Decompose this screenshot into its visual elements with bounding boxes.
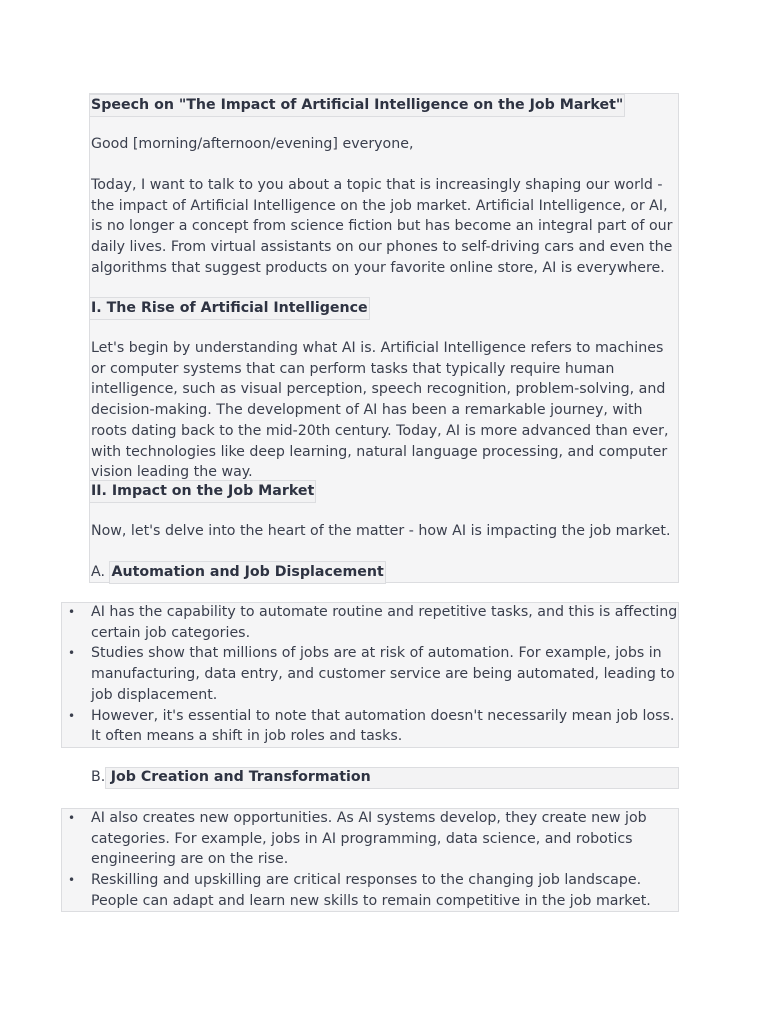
section-2-heading-line	[91, 480, 679, 503]
bullet-icon: •	[68, 811, 76, 825]
subheading-b-line	[91, 767, 679, 788]
bullet-icon: •	[68, 708, 76, 723]
list-item	[61, 602, 679, 643]
intro-paragraph: Today, I want to talk to you about a topic that is increasingly shaping our world - the impact of Artificial Intelligence on the job market. Artificial Intelligence, or AI, is no longer a concept from science fiction but has become an integral part of our daily lives. From virtual assistants on our phones to self-driving cars and even the algorithms that suggest products on your favorite online store, AI is everywhere.	[91, 177, 673, 276]
list-b	[61, 808, 679, 912]
bullet-icon: •	[68, 873, 76, 888]
list-item-text: However, it's essential to note that automation doesn't necessarily mean job loss. It often means a shift in job roles and tasks.	[91, 707, 675, 745]
greeting: Good [morning/afternoon/evening] everyone,	[91, 136, 414, 152]
list-item	[61, 706, 679, 747]
subheading-a-line	[91, 561, 679, 584]
list-item-text: AI also creates new opportunities. As AI systems develop, they create new job categories. For example, jobs in AI programming, data science, and robotics engineering are on the rise.	[91, 810, 647, 868]
subheading-b: Job Creation and Transformation	[110, 769, 371, 785]
list-item-text: AI has the capability to automate routine and repetitive tasks, and this is affecting certain job categories.	[91, 604, 678, 641]
section-2-heading: II. Impact on the Job Market	[89, 480, 316, 503]
bullet-icon: •	[68, 646, 76, 661]
list-item	[61, 643, 679, 705]
list-a	[61, 602, 679, 747]
section-1-heading-line	[91, 297, 679, 320]
list-item	[61, 870, 679, 911]
speech-title: Speech on "The Impact of Artificial Intelligence on the Job Market"	[89, 94, 625, 117]
list-item	[61, 808, 679, 870]
bullet-icon: •	[68, 605, 76, 619]
subheading-a: Automation and Job Displacement	[109, 561, 385, 584]
subheading-b-prefix: B.	[91, 769, 106, 785]
list-item-text: Reskilling and upskilling are critical responses to the changing job landscape. People can adapt and learn new skills to remain competitive in the job market.	[91, 872, 651, 909]
subheading-a-prefix: A.	[91, 564, 105, 580]
section-1-heading: I. The Rise of Artificial Intelligence	[89, 297, 370, 320]
speech-title-line	[91, 94, 679, 117]
section-1-paragraph: Let's begin by understanding what AI is. Artificial Intelligence refers to machines or computer systems that can perform tasks that typically require human intelligence, such as visual perception, speech recognition, problem-solving, and decision-making. The development of AI has been a remarkable journey, with roots dating back to the mid-20th century. Today, AI is more advanced than ever, with technologies like deep learning, natural language processing, and computer vision leading the way.	[91, 340, 669, 481]
section-2-paragraph: Now, let's delve into the heart of the matter - how AI is impacting the job market.	[91, 523, 671, 539]
list-item-text: Studies show that millions of jobs are at risk of automation. For example, jobs in manufacturing, data entry, and customer service are being automated, leading to job displacement.	[91, 645, 675, 703]
